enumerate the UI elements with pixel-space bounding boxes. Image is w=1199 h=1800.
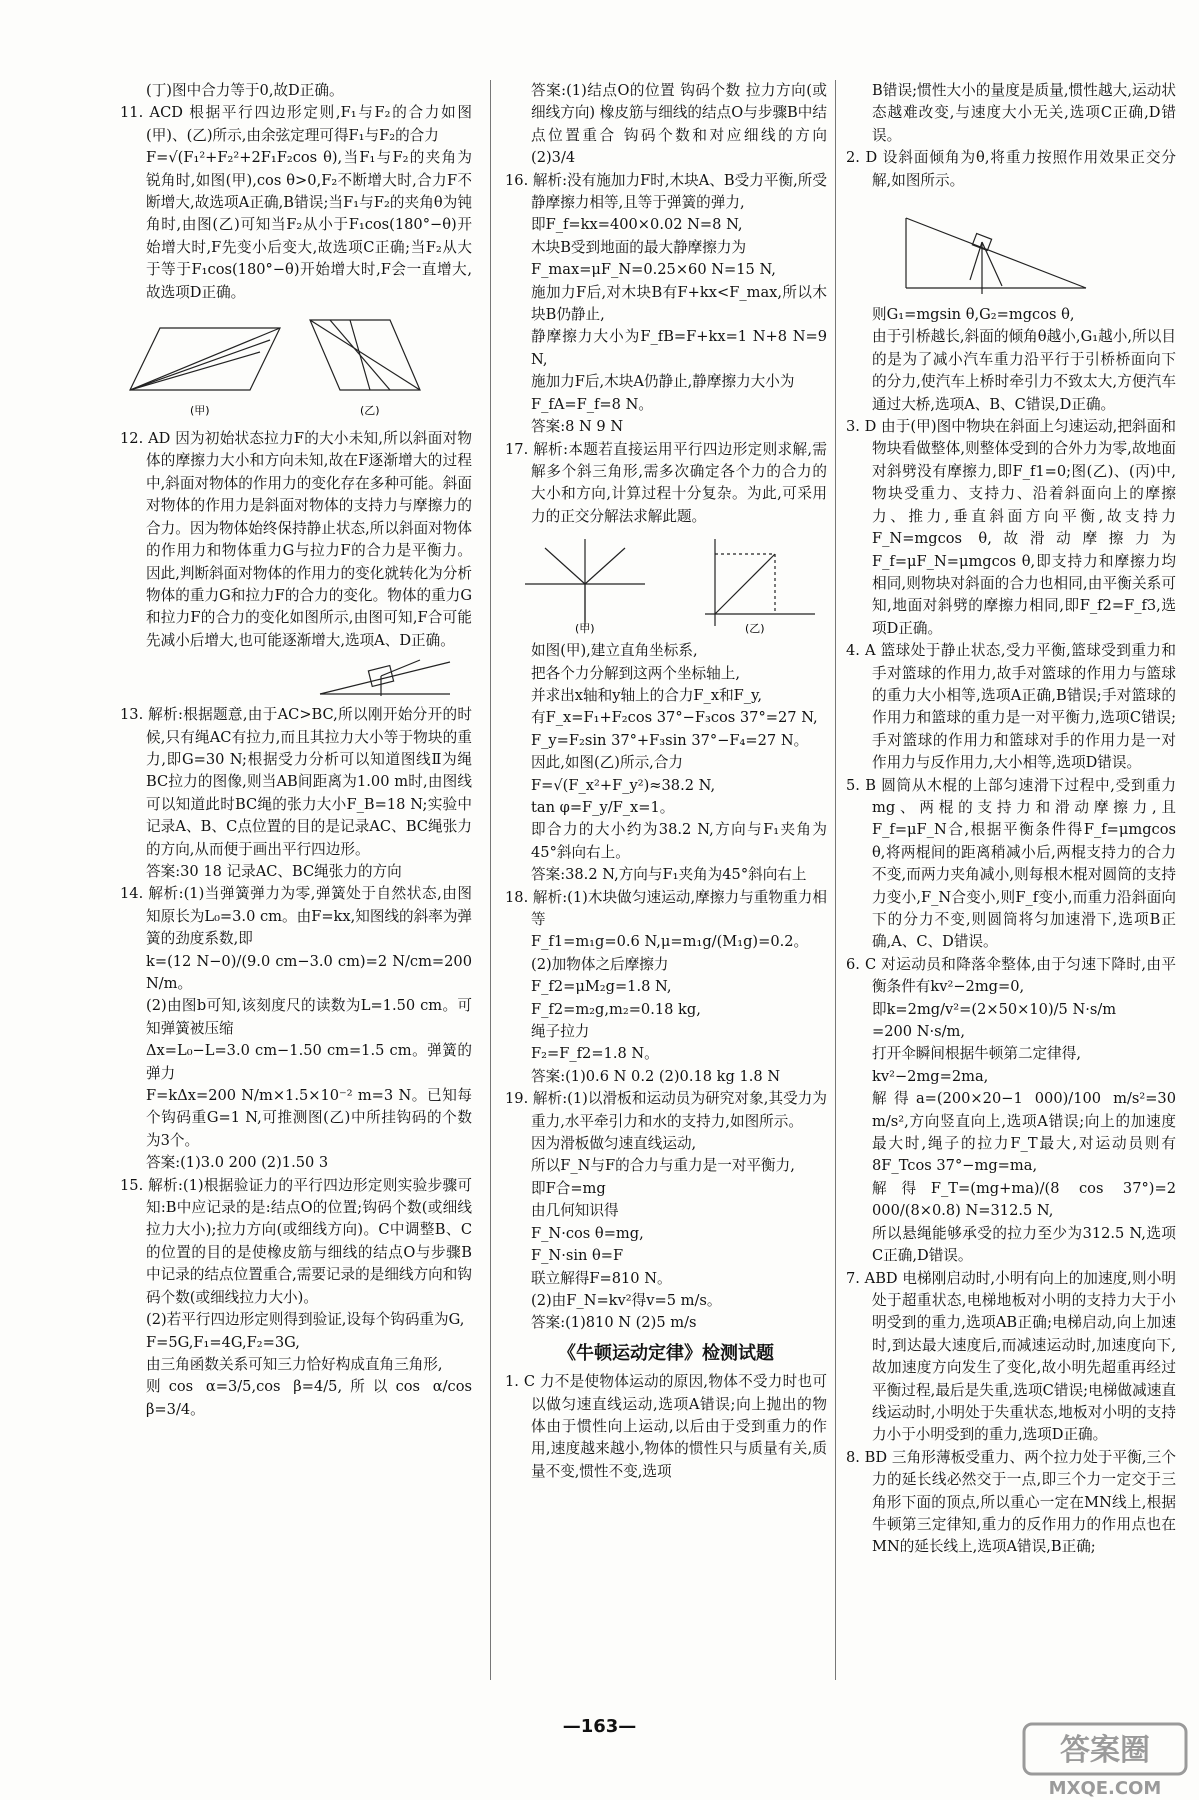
column-divider [490,80,491,1680]
incline-force-diagram [120,658,460,698]
answer-19: 19. 解析:(1)以滑板和运动员为研究对象,其受力为重力,水平牵引力和水的支持力,如图所示。 [505,1090,827,1130]
formula: tan φ=F_y/F_x=1。 [531,798,675,816]
figure-label: (甲) [575,622,595,635]
figure-label: (乙) [360,404,380,418]
answer-column-2 [505,80,827,1483]
formula: F=5G,F₁=4G,F₂=3G, [146,1333,300,1351]
answer-text: (2)加物体之后摩擦力 [531,955,669,973]
answer-14: 14. 解析:(1)当弹簧弹力为零,弹簧处于自然状态,由图知原长为L₀=3.0 cm。由F=kx,知图线的斜率为弹簧的劲度系数,即 [120,885,473,948]
answer-text: 所以F_N与F的合力与重力是一对平衡力, [531,1157,795,1175]
answer-text: B错误;惯性大小的量度是质量,惯性越大,运动状态越难改变,与速度大小无关,选项C正确,D错误。 [872,82,1176,144]
formula: F_N·sin θ=F [531,1247,624,1265]
answer-12: 12. AD 因为初始状态拉力F的大小未知,所以斜面对物体的摩擦力大小和方向未知,故在F逐渐增大的过程中,斜面对物体的作用力的变化存在多种可能。斜面对物体的作用力是斜面对物体的支持力与摩擦力的合力。因为物体始终保持静止状态,所以斜面对物体的作用力和物体重力G与拉力F的合力是平衡力。因此,判断斜面对物体的作用力的变化就转化为分析物体的重力G和拉力F的合力的变化。物体的重力G和拉力F的合力的变化如图所示,由图可知,F合可能先减小后增大,也可能逐渐增大,选项A、D正确。 [120,430,472,649]
answer-n7: 7. ABD 电梯刚启动时,小明有向上的加速度,则小明处于超重状态,电梯地板对小明的支持力大于小明受到的重力,选项AB正确;电梯启动,向上加速时,到达最大速度后,而减速运动时,加速度向下,故加速度方向发生了变化,故小明先超重再经过平衡过程,最后是失重,选项C错误;电梯做减速直线运动时,小明处于失重状态,地板对小明的支持力小于小明受到的重力,选项D正确。 [846,1269,1176,1444]
page-number: —163— [562,1716,637,1737]
formula: 即F合=mg [531,1179,606,1197]
answer-n8: 8. BD 三角形薄板受重力、两个拉力处于平衡,三个力的延长线必然交于一点,即三个力一定交于三角形下面的顶点,所以重心一定在MN线上,根据牛顿第三定律知,重力的反作用力的作用点也在MN的延长线上,选项A错误,B正确; [846,1448,1176,1556]
answer-result: 答案:(1)810 N (2)5 m/s [531,1314,697,1332]
answer-result: 答案:(1)0.6 N 0.2 (2)0.18 kg 1.8 N [531,1067,781,1085]
answer-text: 由三角函数关系可知三力恰好构成直角三角形, [146,1355,443,1373]
formula: 即F_f=kx=400×0.02 N=8 N, [531,216,743,234]
parallelogram-force-diagram [120,310,460,422]
answer-n5: 5. B 圆筒从木棍的上部匀速滑下过程中,受到重力mg、两棍的支持力和滑动摩擦力,且F_f=μF_N合,根据平衡条件得F_f=μmgcos θ,将两棍间的距离稍减小后,两棍支持力的合力不变,而两力夹角减小,则每根木棍对圆筒的支持力变小,F_N合变小,则F_f变小,而重力沿斜面向下的分力不变,则圆筒将匀加速滑下,选项B正确,A、C、D错误。 [846,776,1176,951]
answer-text: 并求出x轴和y轴上的合力F_x和F_y, [531,686,763,704]
figure-label: (乙) [745,622,765,635]
watermark-text: 答案圈 [1060,1733,1150,1768]
incline-gravity-diagram [846,198,1166,298]
formula: 静摩擦力大小为F_fB=F+kx=1 N+8 N=9 N, [531,328,827,368]
answer-15: 15. 解析:(1)根据验证力的平行四边形定则实验步骤可知:B中应记录的是:结点O的位置;钩码个数(或细线拉力大小);拉力方向(或细线方向)。C中调整B、C的位置的目的是使橡皮筋与细线的结点O与步骤B中记录的结点位置重合,需要记录的是细线方向和钩码个数(或细线拉力大小)。 [120,1176,472,1306]
answer-text: 所以悬绳能够承受的拉力至少为312.5 N,选项C正确,D错误。 [872,1224,1176,1265]
formula: kv²−2mg=2ma, [872,1067,989,1085]
answer-n1: 1. C 力不是使物体运动的原因,物体不受力时也可以做匀速直线运动,选项A错误;向上抛出的物体由于惯性向上运动,以后由于受到重力的作用,速度越来越小,物体的惯性只与质量有关,质量不变,惯性不变,选项 [505,1373,827,1480]
answer-text: F=√(F₁²+F₂²+2F₁F₂cos θ),当F₁与F₂的夹角为锐角时,如图(甲),cos θ>0,F₂不断增大时,合力F不断增大,故选项A正确,B错误;当F₁与F₂的夹角θ为钝角时,由图(乙)可知当F₂从小于F₁cos(180°−θ)开始增大时,F先变小后变大,故选项C正确;当F₂从大于等于F₁cos(180°−θ)开始增大时,F会一直增大,故选项D正确。 [146,149,472,301]
answer-n2: 2. D 设斜面倾角为θ,将重力按照作用效果正交分解,如图所示。 [846,149,1176,189]
answer-column-1 [120,80,472,1421]
formula: 则G₁=mgsin θ,G₂=mgcos θ, [872,306,1075,324]
answer-11: 11. ACD 根据平行四边形定则,F₁与F₂的合力如图(甲)、(乙)所示,由余弦定理可得F₁与F₂的合力 [120,104,472,144]
answer-text: 打开伞瞬间根据牛顿第二定律得, [872,1045,1081,1063]
formula: 有F_x=F₁+F₂cos 37°−F₃cos 37°=27 N, [531,709,818,727]
section-title: 《牛顿运动定律》检测试题 [558,1342,774,1364]
formula: 联立解得F=810 N。 [531,1269,672,1287]
answer-result: 答案:30 18 记录AC、BC绳张力的方向 [146,862,402,880]
answer-text: 施加力F后,木块A仍静止,静摩擦力大小为 [531,373,795,391]
formula: F=√(F_x²+F_y²)≈38.2 N, [531,776,716,794]
answer-n6: 6. C 对运动员和降落伞整体,由于匀速下降时,由平衡条件有kv²−2mg=0, [846,955,1176,996]
site-watermark-logo [1020,1720,1190,1798]
answer-text: 因此,如图(乙)所示,合力 [531,754,684,772]
answer-text: 把各个力分解到这两个坐标轴上, [531,664,740,682]
formula: F_N·cos θ=mg, [531,1224,644,1242]
formula: F₂=F_f2=1.8 N。 [531,1045,659,1063]
answer-17: 17. 解析:本题若直接运用平行四边形定则求解,需解多个斜三角形,需多次确定各个力的合力的大小和方向,计算过程十分复杂。为此,可采用力的正交分解法求解此题。 [505,440,827,525]
answer-text: 施加力F后,对木块B有F+kx<F_max,所以木块B仍静止, [531,283,827,324]
formula: Δx=L₀−L=3.0 cm−1.50 cm=1.5 cm。弹簧的弹力 [146,1042,472,1082]
answer-n4: 4. A 篮球处于静止状态,受力平衡,篮球受到重力和手对篮球的作用力,故手对篮球的作用力与篮球的重力大小相等,选项A正确,B错误;手对篮球的作用力和篮球的重力是一对平衡力,选项C错误;手对篮球的作用力和篮球对手的作用力是一对作用力与反作用力,大小相等,选项D错误。 [846,642,1176,772]
formula: k=(12 N−0)/(9.0 cm−3.0 cm)=2 N/cm=200 N/m。 [146,952,472,992]
formula: 则cos α=3/5,cos β=4/5,所以cos α/cos β=3/4。 [146,1378,472,1418]
answer-text: (2)由图b可知,该刻度尺的读数为L=1.50 cm。可知弹簧被压缩 [146,997,472,1037]
answer-result: 答案:(1)3.0 200 (2)1.50 3 [146,1154,329,1172]
formula: =200 N·s/m, [872,1023,966,1041]
answer-text: 解得a=(200×20−1 000)/100 m/s²=30 m/s²,方向竖直向上,选项A错误;向上的加速度最大时,绳子的拉力F_T最大,对运动员则有8F_Tcos 37°−mg=ma, [872,1090,1176,1175]
answer-text: 由几何知识得 [531,1202,619,1220]
figure-label: (甲) [190,404,210,418]
answer-text: 木块B受到地面的最大静摩擦力为 [531,238,747,256]
answer-text: (2)若平行四边形定则得到验证,设每个钩码重为G, [146,1311,465,1329]
formula: F=kΔx=200 N/m×1.5×10⁻² m=3 N。已知每个钩码重G=1 N,可推测图(乙)中所挂钩码的个数为3个。 [146,1087,472,1149]
formula: F_y=F₂sin 37°+F₃sin 37°−F₄=27 N。 [531,731,809,749]
answer-text: 如图(甲),建立直角坐标系, [531,642,698,660]
answer-text: (丁)图中合力等于0,故D正确。 [146,82,344,99]
answer-16: 16. 解析:没有施加力F时,木块A、B受力平衡,所受静摩擦力相等,且等于弹簧的弹力, [505,171,827,212]
answer-result: 答案:8 N 9 N [531,418,624,436]
formula: F_fA=F_f=8 N。 [531,395,653,413]
formula: 解得F_T=(mg+ma)/(8 cos 37°)=2 000/(8×0.8) N=312.5 N, [872,1179,1176,1220]
column-divider [835,80,836,1680]
formula: (2)由F_N=kv²得v=5 m/s。 [531,1291,722,1309]
formula: 即k=2mg/v²=(2×50×10)/5 N·s/m [872,1000,1117,1018]
answer-result: 答案:(1)结点O的位置 钩码个数 拉力方向(或细线方向) 橡皮筋与细线的结点O与步骤B中结点位置重合 钩码个数和对应细线的方向 (2)3/4 [531,82,827,167]
answer-text: 绳子拉力 [531,1023,590,1041]
orthogonal-decomposition-diagram [505,534,825,634]
answer-18: 18. 解析:(1)木块做匀速运动,摩擦力与重物重力相等 [505,888,827,928]
answer-13: 13. 解析:根据题意,由于AC>BC,所以刚开始分开的时候,只有绳AC有拉力,而且其拉力大小等于物块的重力,即G=30 N;根据受力分析可以知道图线Ⅱ为绳BC拉力的图像,则当AB间距离为1.00 m时,由图线可以知道此时BC绳的张力大小F_B=18 N;实验中记录A、B、C点位置的目的是记录AC、BC绳张力的方向,从而便于画出平行四边形。 [120,706,472,858]
formula: F_f2=m₂g,m₂=0.18 kg, [531,1000,701,1018]
formula: F_max=μF_N=0.25×60 N=15 N, [531,261,776,279]
answer-text: 即合力的大小约为38.2 N,方向与F₁夹角为45°斜向右上。 [531,821,827,861]
watermark-url: MXQE.COM [1048,1778,1162,1798]
formula: F_f2=μM₂g=1.8 N, [531,978,672,996]
formula: F_f1=m₁g=0.6 N,μ=m₁g/(M₁g)=0.2。 [531,933,809,951]
answer-n3: 3. D 由于(甲)图中物块在斜面上匀速运动,把斜面和物块看做整体,则整体受到的合外力为零,故地面对斜劈没有摩擦力,即F_f1=0;图(乙)、(丙)中,物块受重力、支持力、沿着斜面向上的摩擦力、推力,垂直斜面方向平衡,故支持力F_N=mgcos θ,故滑动摩擦力为F_f=μF_N=μmgcos θ,即支持力和摩擦力均相同,则物块对斜面的合力也相同,由平衡关系可知,地面对斜劈的摩擦力相同,即F_f2=F_f3,选项D正确。 [846,418,1176,637]
answer-result: 答案:38.2 N,方向与F₁夹角为45°斜向右上 [531,866,807,884]
answer-text: 由于引桥越长,斜面的倾角θ越小,G₁越小,所以目的是为了减小汽车重力沿平行于引桥桥面向下的分力,使汽车上桥时牵引力不致太大,方便汽车通过大桥,选项A、B、C错误,D正确。 [872,328,1176,413]
answer-text: 因为滑板做匀速直线运动, [531,1135,697,1153]
answer-column-3 [846,80,1176,1559]
